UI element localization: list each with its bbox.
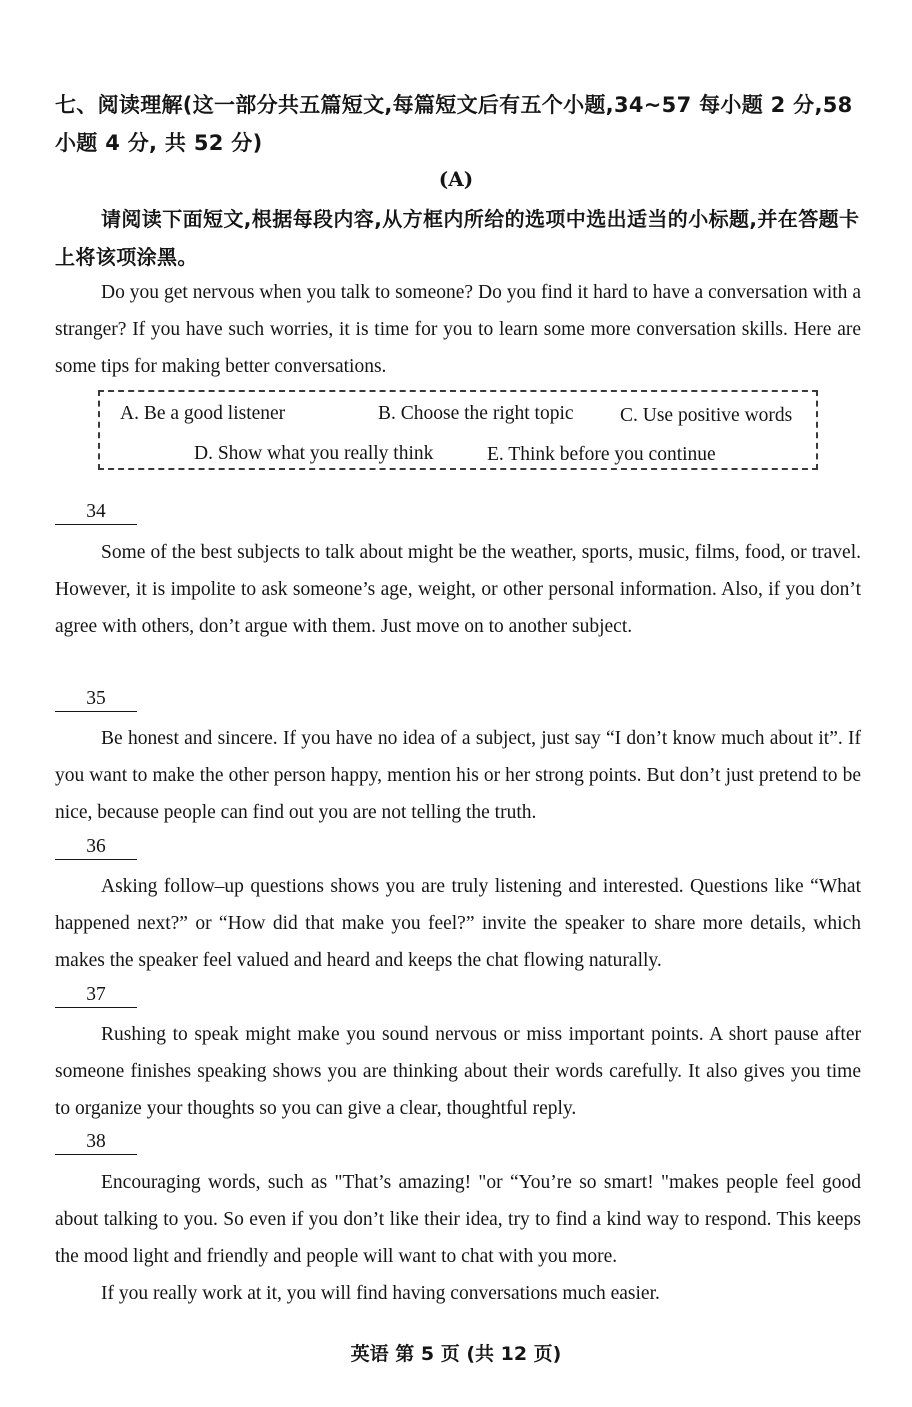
answer-blank-35: 35 [55, 687, 137, 712]
option-c: C. Use positive words [620, 405, 793, 426]
answer-blank-37: 37 [55, 983, 137, 1008]
paragraph-35: Be honest and sincere. If you have no idea of a subject, just say “I don’t know much about it”. If you want to make the other person happy, mention his or her strong points. But don’t just pretend to be nice, because people can find out you are not telling the truth. [55, 728, 861, 823]
options-box [98, 390, 818, 470]
section-heading: 七、阅读理解(这一部分共五篇短文,每篇短文后有五个小题,34~57 每小题 2 分,58 小题 4 分, 共 52 分) [55, 93, 853, 155]
page-footer: 英语 第 5 页 (共 12 页) [350, 1343, 562, 1365]
option-e: E. Think before you continue [487, 444, 716, 465]
paragraph-37: Rushing to speak might make you sound nervous or miss important points. A short pause after someone finishes speaking shows you are thinking about their words carefully. It also gives you time to organize your thoughts so you can give a clear, thoughtful reply. [55, 1024, 861, 1119]
paragraph-36: Asking follow–up questions shows you are truly listening and interested. Questions like “What happened next?” or “How did that make you feel?” invite the speaker to share more details, which makes the speaker feel valued and heard and keeps the chat flowing naturally. [55, 876, 861, 971]
paragraph-38: Encouraging words, such as "That’s amazing! "or “You’re so smart! "makes people feel good about talking to you. So even if you don’t like their idea, try to find a kind way to respond. This keeps the mood light and friendly and people will want to chat with you more. [55, 1172, 861, 1267]
answer-blank-36: 36 [55, 835, 137, 860]
answer-blank-34: 34 [55, 500, 137, 525]
closing-paragraph: If you really work at it, you will find having conversations much easier. [101, 1283, 660, 1304]
option-b: B. Choose the right topic [378, 403, 574, 424]
option-a: A. Be a good listener [120, 403, 286, 424]
part-label: (A) [438, 167, 474, 191]
answer-blank-38: 38 [55, 1130, 137, 1155]
instruction-text: 请阅读下面短文,根据每段内容,从方框内所给的选项中选出适当的小标题,并在答题卡上将该项涂黑。 [55, 207, 860, 269]
option-d: D. Show what you really think [194, 443, 434, 464]
intro-paragraph: Do you get nervous when you talk to someone? Do you find it hard to have a conversation with a stranger? If you have such worries, it is time for you to learn some more conversation skills. Here are some tips for making better conversations. [55, 282, 861, 377]
paragraph-34: Some of the best subjects to talk about might be the weather, sports, music, films, food, or travel. However, it is impolite to ask someone’s age, weight, or other personal information. Also, if you don’t agree with others, don’t argue with them. Just move on to another subject. [55, 542, 861, 637]
